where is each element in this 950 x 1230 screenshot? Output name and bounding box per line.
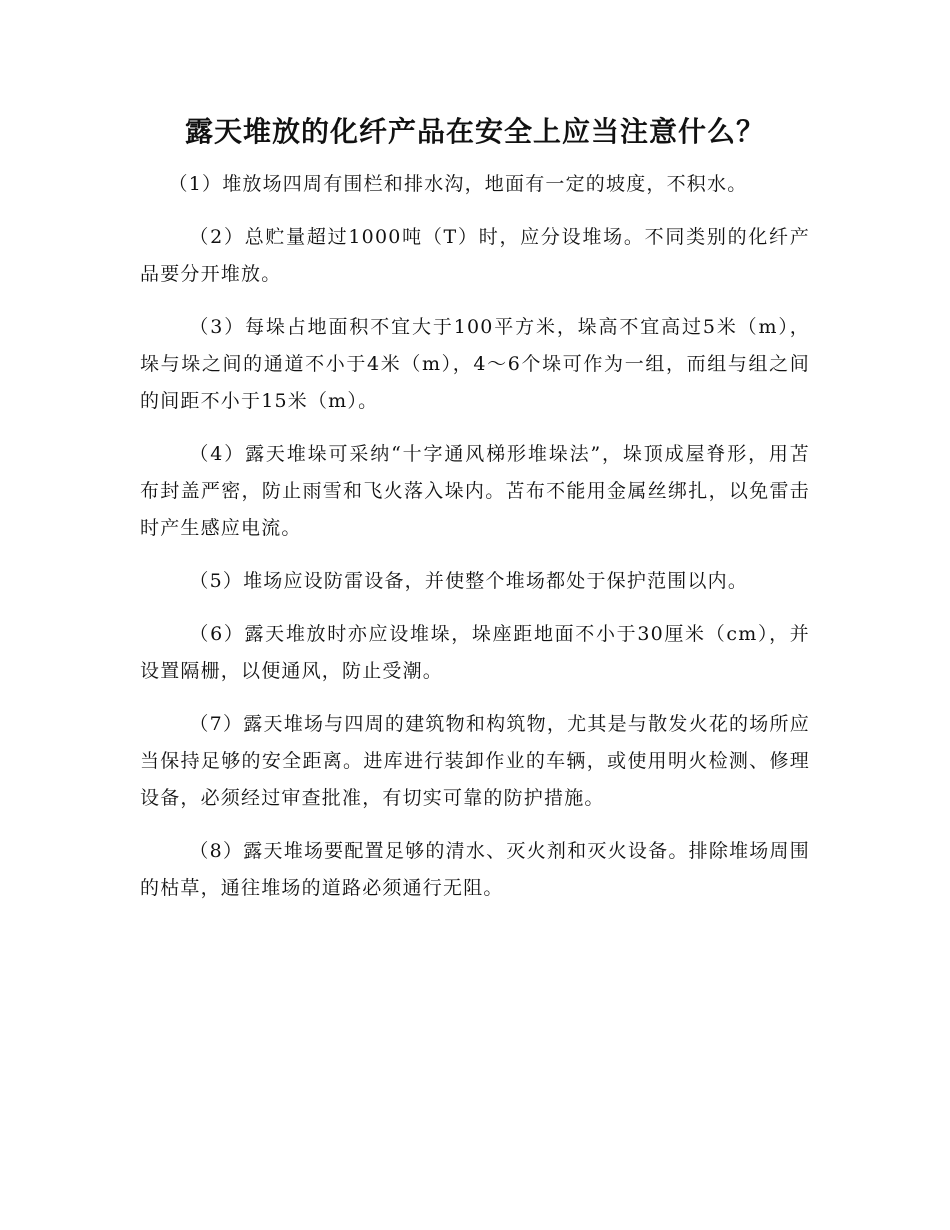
paragraph-5: （5）堆场应设防雷设备，并使整个堆场都处于保护范围以内。	[189, 570, 749, 592]
paragraph-3: （3）每垛占地面积不宜大于100平方米，垛高不宜高过5米（m），垛与垛之间的通道不小于4米（m），4～6个垛可作为一组，而组与组之间的间距不小于15米（m）。	[140, 316, 810, 412]
paragraph-4: （4）露天堆垛可采纳“十字通风梯形堆垛法”，垛顶成屋脊形，用苫布封盖严密，防止雨雪和飞火落入垛内。苫布不能用金属丝绑扎，以免雷击时产生感应电流。	[140, 443, 810, 539]
paragraph-7: （7）露天堆场与四周的建筑物和构筑物，尤其是与散发火花的场所应当保持足够的安全距离。进库进行装卸作业的车辆，或使用明火检测、修理设备，必须经过审查批准，有切实可靠的防护措施。	[140, 713, 810, 809]
paragraph-6: （6）露天堆放时亦应设堆垛，垛座距地面不小于30厘米（cm），并设置隔栅，以便通风，防止受潮。	[140, 623, 810, 682]
paragraph-8: （8）露天堆场要配置足够的清水、灭火剂和灭火设备。排除堆场周围的枯草，通往堆场的道路必须通行无阻。	[140, 840, 810, 899]
paragraph-1: （1）堆放场四周有围栏和排水沟，地面有一定的坡度，不积水。	[168, 173, 748, 195]
document-title: 露天堆放的化纤产品在安全上应当注意什么？	[184, 115, 765, 148]
paragraph-2: （2）总贮量超过1000吨（T）时，应分设堆场。不同类别的化纤产品要分开堆放。	[140, 226, 810, 285]
document-body	[140, 166, 810, 923]
